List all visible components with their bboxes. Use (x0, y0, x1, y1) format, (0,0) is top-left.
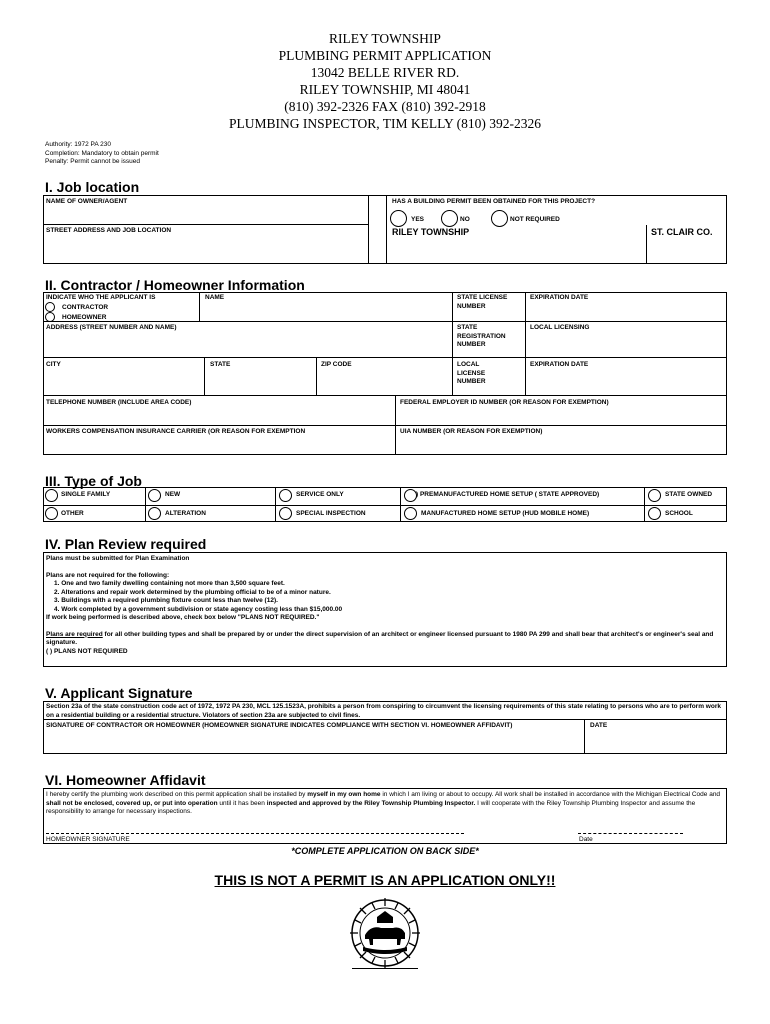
township-value: RILEY TOWNSHIP (392, 227, 470, 237)
expiration-date-label-2: EXPIRATION DATE (530, 361, 589, 368)
state-label: STATE (210, 361, 231, 368)
seal-underline (352, 968, 418, 969)
divider (525, 292, 526, 395)
complete-back-side-note: *COMPLETE APPLICATION ON BACK SIDE* (291, 846, 479, 856)
date-line[interactable] (578, 833, 683, 834)
address-label: ADDRESS (STREET NUMBER AND NAME) (46, 324, 177, 331)
spacer (46, 564, 722, 572)
homeowner-signature-label: HOMEOWNER SIGNATURE (46, 836, 130, 843)
zip-code-label: ZIP CODE (321, 361, 352, 368)
county-value: ST. CLAIR CO. (651, 227, 713, 237)
affidavit-part: until it has been (217, 799, 267, 807)
plans-required-underlined: Plans are required (46, 630, 103, 638)
no-label: NO (460, 216, 470, 223)
section-title-job-location: I. Job location (45, 179, 140, 195)
header-line: (810) 392-2326 FAX (810) 392-2918 (284, 99, 486, 114)
section-title-homeowner-affidavit: VI. Homeowner Affidavit (45, 772, 206, 788)
section-title-plan-review: IV. Plan Review required (45, 536, 207, 552)
city-label: CITY (46, 361, 61, 368)
alteration-label: ALTERATION (165, 510, 206, 517)
header-line: PLUMBING INSPECTOR, TIM KELLY (810) 392-2326 (229, 116, 541, 131)
expiration-date-label: EXPIRATION DATE (530, 294, 589, 301)
date-label: DATE (590, 722, 608, 729)
plan-item: 3. Buildings with a required plumbing fixture count less than twelve (12). (54, 597, 278, 604)
divider (43, 395, 727, 396)
homeowner-signature-line[interactable] (46, 833, 464, 834)
school-radio[interactable] (648, 507, 661, 520)
divider (275, 487, 276, 522)
plan-item: 2. Alterations and repair work determined by the plumbing official to be of a minor nature. (54, 588, 331, 596)
plan-line: Plans must be submitted for Plan Examination (46, 555, 190, 562)
plan-line: If work being performed is described above, check box below "PLANS NOT REQUIRED." (46, 614, 320, 621)
plans-required-text (46, 631, 722, 648)
label-line: LOCAL (457, 361, 480, 368)
affidavit-text (46, 791, 722, 817)
divider (400, 487, 401, 522)
plan-line: Plans are not required for the following: (46, 571, 170, 579)
new-radio[interactable] (148, 489, 161, 502)
new-label: NEW (165, 491, 181, 498)
single-family-label: SINGLE FAMILY (61, 491, 111, 498)
service-only-label: SERVICE ONLY (296, 491, 344, 498)
contractor-label: CONTRACTOR (62, 304, 109, 311)
state-registration-label (457, 324, 506, 350)
spacer (46, 623, 722, 631)
workers-comp-label: WORKERS COMPENSATION INSURANCE CARRIER (OR REASON FOR EXEMPTION (46, 428, 306, 435)
label-line: NUMBER (457, 302, 486, 310)
indicate-applicant-label: INDICATE WHO THE APPLICANT IS (46, 294, 156, 301)
owner-agent-label: NAME OF OWNER/AGENT (46, 198, 128, 205)
divider (646, 225, 647, 264)
header-line: 13042 BELLE RIVER RD. (310, 65, 460, 80)
label-line: NUMBER (457, 341, 486, 348)
alteration-radio[interactable] (148, 507, 161, 520)
label-line: NUMBER (457, 378, 486, 385)
label-line: REGISTRATION (457, 332, 506, 340)
single-family-radio[interactable] (45, 489, 58, 502)
plan-item: 1. One and two family dwelling containing not more than 3,500 square feet. (54, 580, 285, 587)
service-only-radio[interactable] (279, 489, 292, 502)
divider (584, 719, 585, 754)
affidavit-bold: shall not be enclosed, covered up, or put into operation (46, 799, 218, 807)
plan-item: 4. Work completed by a government subdivision or state agency costing less than $15,000.00 (54, 605, 343, 613)
divider (316, 357, 317, 395)
manufactured-radio[interactable] (404, 507, 417, 520)
other-label: OTHER (61, 510, 84, 517)
label-line: LICENSE (457, 369, 486, 377)
divider (43, 357, 727, 358)
local-license-label (457, 361, 486, 387)
other-radio[interactable] (45, 507, 58, 520)
township-seal-icon (347, 895, 423, 971)
divider (452, 292, 453, 395)
telephone-label: TELEPHONE NUMBER (INCLUDE AREA CODE) (46, 399, 192, 406)
section-23a-notice: Section 23a of the state construction code act of 1972, 1972 PA 230, MCL 125.1523A, prohibits a person from conspiring to circumvent the licensing requirements of this state relating to persons who are to perform work on a residential building or a residential structure. Violators of section 23a are subjected to civil fines. (46, 703, 721, 719)
not-required-radio[interactable] (491, 210, 508, 227)
manufactured-label: MANUFACTURED HOME SETUP (HUD MOBILE HOME) (421, 510, 590, 517)
federal-id-label: FEDERAL EMPLOYER ID NUMBER (OR REASON FOR EXEMPTION) (400, 399, 609, 406)
name-label: NAME (205, 294, 225, 301)
yes-radio[interactable] (390, 210, 407, 227)
homeowner-radio[interactable] (45, 312, 55, 322)
state-owned-label: STATE OWNED (665, 491, 713, 498)
label-line: STATE LICENSE (457, 294, 508, 301)
premanufactured-label: ) PREMANUFACTURED HOME SETUP ( STATE APPROVED) (416, 491, 600, 498)
header-line: RILEY TOWNSHIP (329, 31, 441, 46)
state-license-label (457, 294, 507, 311)
section-title-type-of-job: III. Type of Job (45, 473, 142, 489)
building-permit-question: HAS A BUILDING PERMIT BEEN OBTAINED FOR THIS PROJECT? (392, 198, 596, 205)
plans-not-required-checkbox[interactable]: ( ) PLANS NOT REQUIRED (46, 647, 128, 655)
special-inspection-radio[interactable] (279, 507, 292, 520)
divider (644, 487, 645, 522)
divider (43, 224, 368, 225)
divider (395, 395, 396, 455)
divider (368, 195, 369, 264)
header-line: PLUMBING PERMIT APPLICATION (278, 48, 492, 63)
header-line: RILEY TOWNSHIP, MI 48041 (299, 82, 471, 97)
not-required-label: NOT REQUIRED (510, 216, 560, 223)
plans-required-rest: for all other building types and shall be prepared by or under the direct supervision of an architect or engineer licensed pursuant to 1980 PA 299 and shall bear that architect's or engineer's seal and signature. (46, 630, 714, 646)
no-radio[interactable] (441, 210, 458, 227)
divider (204, 357, 205, 395)
affidavit-bold: myself in my own home (307, 791, 381, 798)
homeowner-label: HOMEOWNER (62, 314, 107, 321)
contractor-radio[interactable] (45, 302, 55, 312)
divider (145, 487, 146, 522)
affidavit-part: I hereby certify the plumbing work described on this permit application shall be installed by (46, 791, 308, 798)
divider (43, 425, 727, 426)
completion-text: Completion: Mandatory to obtain permit (45, 149, 159, 157)
authority-block (45, 141, 159, 167)
section-title-contractor: II. Contractor / Homeowner Information (45, 277, 305, 293)
state-owned-radio[interactable] (648, 489, 661, 502)
label-line: STATE (457, 324, 478, 331)
street-address-label: STREET ADDRESS AND JOB LOCATION (46, 227, 172, 234)
special-inspection-label: SPECIAL INSPECTION (296, 510, 366, 517)
affidavit-part: I will cooperate with the Riley Township Plumbing Inspector and assume the responsibility to arrange for necessary inspections. (46, 799, 696, 815)
section-title-applicant-signature: V. Applicant Signature (45, 685, 193, 701)
signature-label: SIGNATURE OF CONTRACTOR OR HOMEOWNER (HOMEOWNER SIGNATURE INDICATES COMPLIANCE WITH SECTION VI. HOMEOWNER AFFIDAVIT) (46, 722, 513, 729)
document-header (0, 30, 770, 132)
affidavit-date-label: Date (579, 836, 593, 843)
plan-review-body (46, 555, 722, 656)
divider (386, 195, 387, 264)
yes-label: YES (411, 216, 425, 223)
school-label: SCHOOL (665, 510, 693, 517)
divider (199, 292, 200, 321)
divider (43, 321, 727, 322)
authority-text: Authority: 1972 PA 230 (45, 141, 112, 148)
not-a-permit-notice: THIS IS NOT A PERMIT IS AN APPLICATION ONLY!! (214, 872, 556, 888)
uia-label: UIA NUMBER (OR REASON FOR EXEMPTION) (400, 428, 543, 435)
affidavit-part: in which I am living or about to occupy. All work shall be installed in accordance with the Michigan Electrical Code and (380, 791, 721, 798)
local-licensing-label: LOCAL LICENSING (530, 324, 590, 331)
penalty-text: Penalty: Permit cannot be issued (45, 158, 141, 165)
affidavit-bold: inspected and approved by the Riley Township Plumbing Inspector. (266, 799, 476, 807)
